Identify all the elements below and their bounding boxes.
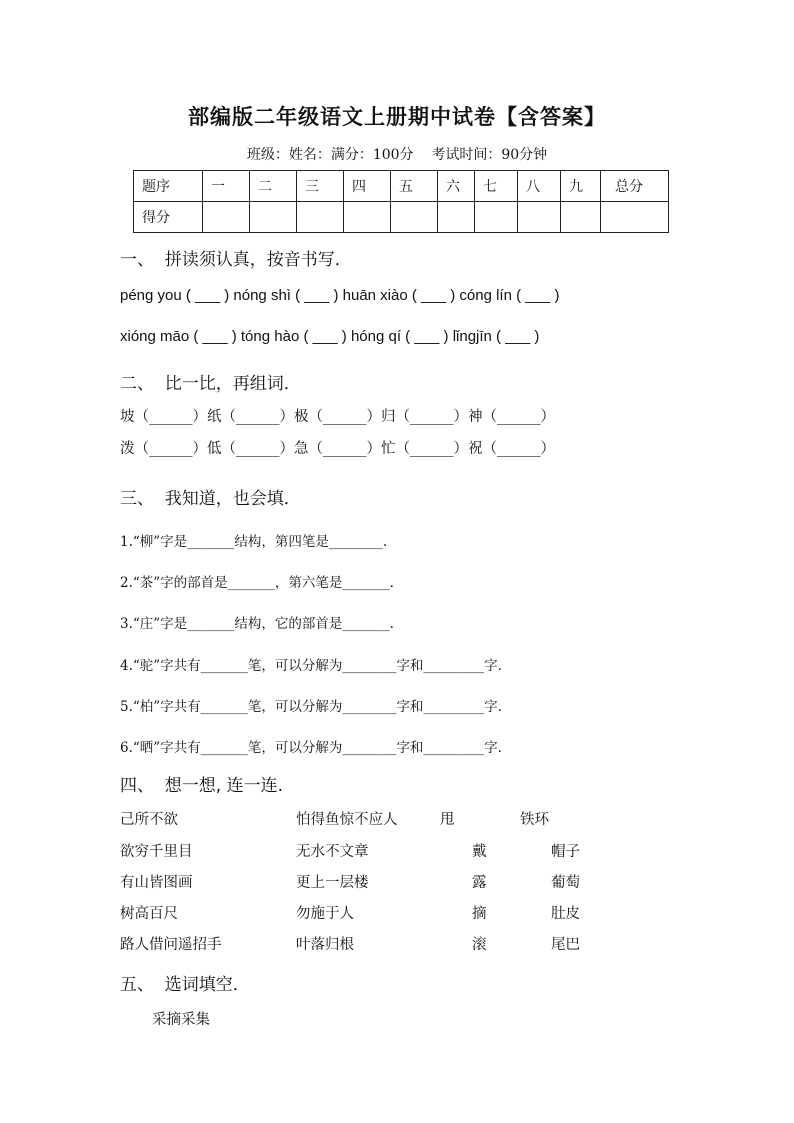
header-cell: 四 — [344, 171, 391, 202]
section-2-heading: 二、 比一比，再组词． — [120, 374, 301, 394]
section-1-heading: 一、 拼读须认真，按音书写． — [120, 250, 352, 270]
score-cell[interactable] — [344, 202, 391, 233]
match-left-item: 有山皆图画 — [120, 875, 193, 891]
match-noun-item: 葡萄 — [551, 875, 580, 891]
score-cell[interactable] — [475, 202, 518, 233]
question-item: 5.“柏”字共有_______笔，可以分解为________字和_________字. — [120, 699, 502, 715]
header-cell: 九 — [561, 171, 601, 202]
score-row-label: 得分 — [134, 202, 203, 233]
score-table — [133, 170, 669, 233]
question-item: 1.“柳”字是_______结构，第四笔是________. — [120, 534, 388, 550]
header-cell: 五 — [391, 171, 438, 202]
match-noun-item: 铁环 — [520, 812, 549, 828]
question-item: 6.“晒”字共有_______笔，可以分解为________字和_________字. — [120, 740, 502, 756]
match-verb-item: 甩 — [440, 812, 455, 828]
word-compare-line: 泼（______）低（______）急（______）忙（______）祝（______） — [120, 441, 555, 457]
score-cell[interactable] — [438, 202, 475, 233]
match-left-item: 树高百尺 — [120, 906, 178, 922]
header-cell: 三 — [297, 171, 344, 202]
question-item: 2.“茶”字的部首是_______，第六笔是_______. — [120, 575, 394, 591]
question-item: 4.“驼”字共有_______笔，可以分解为________字和_________字. — [120, 658, 502, 674]
section-4-heading: 四、 想一想, 连一连. — [120, 776, 284, 796]
match-left-item: 欲穷千里目 — [120, 844, 193, 860]
match-noun-item: 尾巴 — [551, 937, 580, 953]
page-title: 部编版二年级语文上册期中试卷【含答案】 — [188, 105, 606, 129]
word-compare-line: 坡（______）纸（______）极（______）归（______）神（______） — [120, 409, 555, 425]
header-cell: 一 — [203, 171, 250, 202]
word-choices: 采摘采集 — [152, 1012, 210, 1028]
score-cell[interactable] — [601, 202, 669, 233]
match-middle-item: 怕得鱼惊不应人 — [296, 812, 398, 828]
header-cell: 八 — [518, 171, 561, 202]
match-verb-item: 戴 — [472, 844, 487, 860]
score-cell[interactable] — [297, 202, 344, 233]
exam-info: 班级：姓名：满分：100分 考试时间：90分钟 — [246, 147, 548, 163]
match-noun-item: 肚皮 — [551, 906, 580, 922]
header-cell: 题序 — [134, 171, 203, 202]
question-item: 3.“庄”字是_______结构，它的部首是_______. — [120, 616, 394, 632]
score-cell[interactable] — [561, 202, 601, 233]
score-cell[interactable] — [203, 202, 250, 233]
score-cell[interactable] — [250, 202, 297, 233]
pinyin-line: xióng māo ( ___ ) tóng hào ( ___ ) hóng qí ( ___ ) lǐngjīn ( ___ ) — [120, 328, 540, 345]
match-verb-item: 露 — [472, 875, 487, 891]
match-middle-item: 叶落归根 — [296, 937, 354, 953]
header-cell: 二 — [250, 171, 297, 202]
pinyin-line: péng you ( ___ ) nóng shì ( ___ ) huān xiào ( ___ ) cóng lín ( ___ ) — [120, 287, 560, 304]
match-middle-item: 勿施于人 — [296, 906, 354, 922]
score-table-score-row — [134, 202, 669, 233]
score-cell[interactable] — [518, 202, 561, 233]
match-verb-item: 滚 — [472, 937, 487, 953]
header-cell: 七 — [475, 171, 518, 202]
score-cell[interactable] — [391, 202, 438, 233]
match-noun-item: 帽子 — [551, 844, 580, 860]
section-3-heading: 三、 我知道，也会填． — [120, 489, 301, 509]
match-verb-item: 摘 — [472, 906, 487, 922]
match-middle-item: 更上一层楼 — [296, 875, 369, 891]
score-table-header-row — [134, 171, 669, 202]
match-middle-item: 无水不文章 — [296, 844, 369, 860]
match-left-item: 己所不欲 — [120, 812, 178, 828]
header-cell: 总分 — [601, 171, 669, 202]
header-cell: 六 — [438, 171, 475, 202]
section-5-heading: 五、 选词填空． — [120, 975, 250, 995]
match-left-item: 路人借问遥招手 — [120, 937, 222, 953]
